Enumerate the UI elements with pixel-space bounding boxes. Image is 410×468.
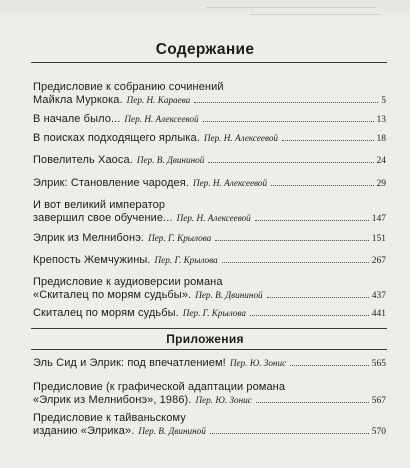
entry-page-number: 18 bbox=[376, 134, 386, 144]
toc-entry bbox=[33, 177, 386, 191]
entry-title: В начале было... bbox=[33, 113, 121, 125]
entry-title: «Элрик из Мелнибонэ», 1986). bbox=[33, 394, 192, 406]
entry-translator: Пер. Ю. Зонис bbox=[229, 358, 287, 368]
entry-line bbox=[33, 154, 386, 168]
entry-line bbox=[33, 381, 386, 394]
entry-page-number: 13 bbox=[376, 115, 386, 125]
entry-line bbox=[33, 276, 386, 289]
entry-title: Предисловие к тайваньскому bbox=[33, 412, 186, 424]
entry-line bbox=[33, 132, 386, 146]
toc-entry bbox=[33, 113, 386, 127]
appendix-title: Приложения bbox=[166, 332, 244, 346]
entry-line bbox=[33, 254, 386, 268]
toc-entry bbox=[33, 154, 386, 168]
entry-translator: Пер. В. Двининой bbox=[195, 290, 263, 300]
entry-line bbox=[33, 94, 386, 108]
bleed-line bbox=[206, 7, 376, 8]
entry-line bbox=[33, 199, 386, 212]
dot-leader bbox=[255, 220, 369, 221]
entry-title: Повелитель Хаоса. bbox=[33, 154, 133, 166]
entry-line bbox=[33, 394, 386, 408]
dot-leader bbox=[282, 140, 373, 141]
entry-translator: Пер. Н. Караева bbox=[126, 95, 191, 105]
entry-title: Майкла Муркока. bbox=[33, 94, 123, 106]
entry-translator: Пер. В. Двининой bbox=[136, 155, 205, 165]
entry-page-number: 24 bbox=[376, 156, 386, 166]
entry-line bbox=[33, 177, 386, 191]
toc-entry bbox=[33, 357, 386, 371]
entry-title: Крепость Жемчужины. bbox=[33, 254, 151, 266]
entry-title: Элрик из Мелнибонэ. bbox=[33, 232, 145, 244]
entry-translator: Пер. Н. Алексеевой bbox=[203, 133, 279, 143]
toc-entry bbox=[33, 132, 386, 146]
toc-entry bbox=[33, 412, 386, 439]
entry-title: изданию «Элрика». bbox=[33, 425, 135, 437]
toc-entry bbox=[33, 199, 386, 226]
dot-leader bbox=[208, 162, 373, 163]
toc-entry bbox=[33, 81, 386, 108]
entry-line bbox=[33, 289, 386, 303]
dot-leader bbox=[215, 240, 368, 241]
entry-page-number: 567 bbox=[371, 396, 386, 406]
entry-title: Предисловие (к графической адаптации романа bbox=[33, 381, 286, 393]
entry-page-number: 147 bbox=[371, 214, 386, 224]
entry-page-number: 151 bbox=[371, 234, 386, 244]
entry-translator: Пер. Ю. Зонис bbox=[195, 395, 252, 405]
entry-page-number: 5 bbox=[381, 96, 386, 106]
entry-translator: Пер. Г. Крылова bbox=[148, 233, 212, 243]
appendix-top-rule bbox=[31, 328, 387, 329]
entry-line bbox=[33, 232, 386, 246]
entry-title: Эль Сид и Элрик: под впечатлением! bbox=[33, 357, 226, 369]
entry-translator: Пер. Н. Алексеевой bbox=[124, 114, 199, 124]
dot-leader bbox=[290, 365, 369, 366]
entry-translator: Пер. Н. Алексеевой bbox=[176, 213, 251, 223]
toc-entry bbox=[33, 276, 386, 303]
dot-leader bbox=[271, 185, 373, 186]
entry-title: Предисловие к аудиоверсии романа bbox=[33, 276, 223, 288]
dot-leader bbox=[267, 297, 369, 298]
entry-title: Предисловие к собранию сочинений bbox=[33, 81, 224, 93]
entry-title: «Скиталец по морям судьбы». bbox=[33, 289, 192, 301]
toc-title: Содержание bbox=[155, 41, 255, 58]
entry-line bbox=[33, 113, 386, 127]
entry-line bbox=[33, 212, 386, 226]
previous-page-bleed bbox=[0, 0, 410, 22]
toc-entry bbox=[33, 307, 386, 321]
entry-line bbox=[33, 357, 386, 371]
dot-leader bbox=[256, 402, 369, 403]
entry-line bbox=[33, 307, 386, 321]
entry-page-number: 441 bbox=[371, 309, 386, 319]
entry-translator: Пер. В. Двининой bbox=[138, 426, 206, 436]
entry-title: В поисках подходящего ярлыка. bbox=[33, 132, 200, 144]
dot-leader bbox=[222, 262, 369, 263]
entry-line bbox=[33, 425, 386, 439]
dot-leader bbox=[250, 315, 369, 316]
entry-page-number: 570 bbox=[371, 427, 386, 437]
entry-title: Элрик: Становление чародея. bbox=[33, 177, 189, 189]
toc-entry bbox=[33, 381, 386, 408]
entry-translator: Пер. Н. Алексеевой bbox=[192, 178, 268, 188]
dot-leader bbox=[203, 121, 374, 122]
entry-title: завершил свое обучение... bbox=[33, 212, 173, 224]
entry-page-number: 437 bbox=[371, 291, 386, 301]
toc-entry bbox=[33, 232, 386, 246]
dot-leader bbox=[210, 433, 369, 434]
entry-translator: Пер. Г. Крылова bbox=[182, 308, 246, 318]
toc-entry bbox=[33, 254, 386, 268]
entry-title: И вот великий император bbox=[33, 199, 166, 211]
entry-line bbox=[33, 81, 386, 94]
entry-page-number: 565 bbox=[371, 359, 386, 369]
entry-translator: Пер. Г. Крылова bbox=[154, 255, 218, 265]
title-rule bbox=[31, 62, 387, 63]
bleed-line bbox=[250, 14, 380, 15]
appendix-bottom-rule bbox=[31, 349, 387, 350]
dot-leader bbox=[194, 102, 378, 103]
entry-title: Скиталец по морям судьбы. bbox=[33, 307, 179, 319]
entry-line bbox=[33, 412, 386, 425]
entry-page-number: 267 bbox=[371, 256, 386, 266]
entry-page-number: 29 bbox=[376, 179, 386, 189]
